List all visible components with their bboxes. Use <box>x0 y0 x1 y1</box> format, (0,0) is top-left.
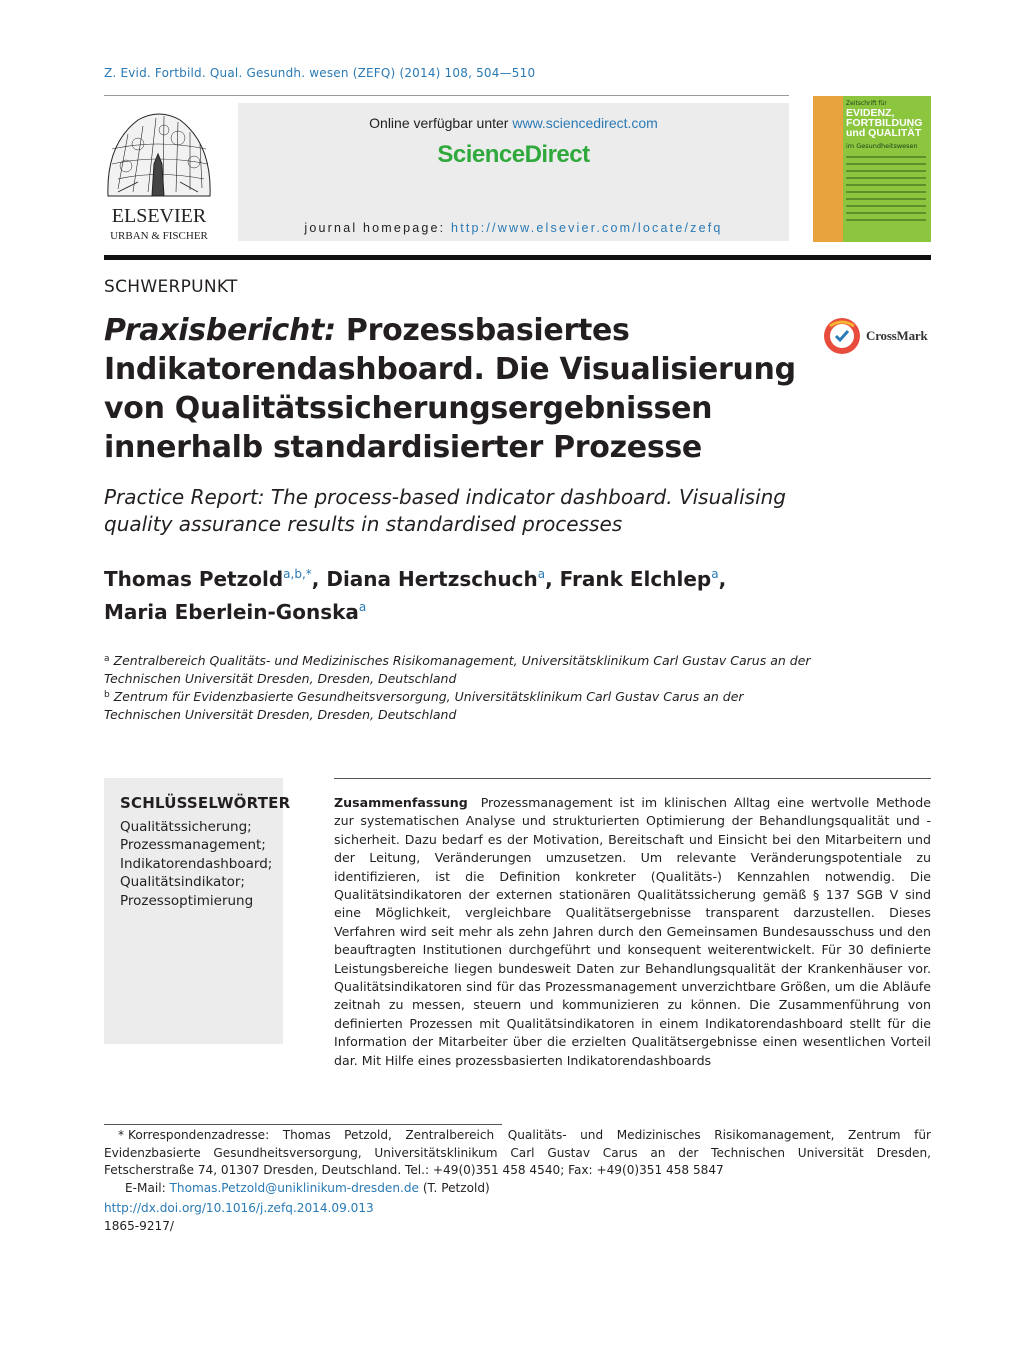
doi-link[interactable]: http://dx.doi.org/10.1016/j.zefq.2014.09.013 <box>104 1201 374 1215</box>
email-suffix: (T. Petzold) <box>422 1180 490 1195</box>
cover-strip <box>813 96 843 242</box>
affiliation-b <box>104 686 824 724</box>
elsevier-wordmark: ELSEVIER <box>111 205 207 227</box>
email-label: E-Mail: <box>125 1180 166 1195</box>
urban-fischer-wordmark: URBAN & FISCHER <box>110 230 208 242</box>
footnote-rule <box>104 1124 502 1125</box>
affiliation-mark: b <box>104 690 110 700</box>
sciencedirect-banner <box>238 103 789 241</box>
issn: 1865-9217/ <box>104 1219 174 1233</box>
author-name[interactable]: Frank Elchlep <box>559 567 712 591</box>
affiliation-text: Zentralbereich Qualitäts- und Medizinisches Risikomanagement, Universitätsklinikum Carl Gustav Carus an der Technischen Universität Dresden, Dresden, Deutschland <box>104 653 811 686</box>
keyword-item: Prozessmanagement; <box>120 837 266 854</box>
journal-cover[interactable] <box>813 96 931 242</box>
journal-homepage <box>238 221 789 235</box>
homepage-link[interactable]: http://www.elsevier.com/locate/zefq <box>451 221 723 235</box>
crossmark-label: CrossMark <box>866 328 928 343</box>
sciencedirect-logo[interactable]: ScienceDirect <box>437 141 590 168</box>
keyword-item: Prozessoptimierung <box>120 892 254 909</box>
author-separator: , <box>718 567 727 591</box>
keyword-item: Indikatorendashboard; <box>120 855 273 872</box>
sciencedirect-link[interactable]: www.sciencedirect.com <box>512 115 658 131</box>
header-rule <box>104 95 789 96</box>
crossmark-badge[interactable] <box>822 316 942 358</box>
cover-title-line: EVIDENZ, <box>846 107 895 119</box>
abstract-rule <box>334 778 931 779</box>
abstract <box>334 794 931 1070</box>
abstract-text: Prozessmanagement ist im klinischen Alltag eine wertvolle Methode zur systematischen Analyse und strukturierten Optimierung der Behandlungsqualität und -sicherheit. Dazu bedarf es der Motivation, Bereitschaft und Einsicht bei den Mitarbeitern und der Leitung, Veränderungen umzusetzen. Um relevante Veränderungspotentiale zu identifizieren, ist die Definition konkreter (Qualitäts-) Kennzahlen notwendig. Die Qualitätsindikatoren der externen stationären Qualitätssicherung gemäß § 137 SGB V sind eine Möglichkeit, vergleichbare Qualitätsergebnisse transparent darzustellen. Dieses Verfahren wird seit mehr als zehn Jahren durch den Gemeinsamen Bundesausschuss und den beauftragten Institutionen durchgeführt und konsequent weiterentwickelt. Für 30 definierte Leistungsbereiche liegen bundesweit Daten zur Behandlungsqualität der Krankenhäuser vor. Qualitätsindikatoren sind für das Prozessmanagement unverzichtbare Größen, um die Abläufe zeitnah zu messen, steuern und kommunizieren zu können. Die Zusammenführung von definierten Prozessen mit Qualitätsindikatoren in einem Indikatorendashboard stellt für die Information der Mitarbeiter über die erzielten Qualitätsergebnisse einen wesentlichen Vorteil dar. Mit Hilfe eines prozessbasierten Indikatorendashboards <box>334 795 931 1068</box>
cover-title-line: FORTBILDUNG <box>846 117 923 129</box>
keyword-item: Qualitätssicherung; <box>120 819 252 835</box>
author-affiliation-mark[interactable]: a <box>537 567 546 581</box>
footnote-text: Korrespondenzadresse: Thomas Petzold, Zentralbereich Qualitäts- und Medizinisches Risikomanagement, Zentrum für Evidenzbasierte Gesundheitsversorgung, Universitätsklinikum Carl Gustav Carus an der Technischen Universität Dresden, Fetscherstraße 74, 01307 Dresden, Deutschland. Tel.: +49(0)351 458 4540; Fax: +49(0)351 458 5847 <box>104 1128 931 1177</box>
cover-top-text: Zeitschrift für <box>846 100 887 107</box>
abstract-heading: Zusammenfassung <box>334 795 468 810</box>
affiliation-text: Zentrum für Evidenzbasierte Gesundheitsversorgung, Universitätsklinikum Carl Gustav Carus an der Technischen Universität Dresden, Dresden, Deutschland <box>104 689 744 722</box>
correspondence-footnote <box>104 1127 931 1197</box>
affiliation-mark: a <box>104 654 110 664</box>
email-line <box>104 1180 931 1198</box>
keywords-heading: SCHLÜSSELWÖRTER <box>120 794 291 812</box>
online-availability <box>238 115 789 131</box>
title-italic-prefix: Praxisbericht: <box>104 313 336 348</box>
author-list <box>104 560 804 626</box>
article-title <box>104 311 804 467</box>
header-thick-rule <box>104 255 931 260</box>
keywords-list <box>120 818 272 910</box>
author-separator: , <box>311 567 327 591</box>
author-affiliation-mark[interactable]: a <box>711 567 719 581</box>
keyword-item: Qualitätsindikator; <box>120 874 245 891</box>
author-name[interactable]: Maria Eberlein-Gonska <box>104 600 359 624</box>
cover-contents-lines <box>846 156 926 226</box>
author-separator: , <box>545 567 560 591</box>
section-label: SCHWERPUNKT <box>104 277 238 297</box>
cover-title <box>846 108 930 138</box>
cover-subtitle: im Gesundheitswesen <box>846 142 918 150</box>
homepage-prefix: journal homepage: <box>304 221 446 235</box>
elsevier-tree-icon <box>98 104 220 244</box>
author-affiliation-mark[interactable]: a <box>358 600 367 614</box>
english-title: Practice Report: The process-based indicator dashboard. Visualising quality assurance results in standardised processes <box>104 485 786 536</box>
keywords-box <box>104 778 291 1044</box>
affiliation-a <box>104 650 824 688</box>
journal-citation: Z. Evid. Fortbild. Qual. Gesundh. wesen (ZEFQ) (2014) 108, 504—510 <box>104 66 536 80</box>
cover-title-line: und QUALITÄT <box>846 127 922 139</box>
email-link[interactable]: Thomas.Petzold@uniklinikum-dresden.de <box>169 1180 419 1195</box>
footnote-mark: * <box>117 1128 124 1142</box>
title-main: Prozessbasiertes Indikatorendashboard. Die Visualisierung von Qualitätssicherungsergebnissen innerhalb standardisierter Prozesse <box>104 313 796 465</box>
author-name[interactable]: Thomas Petzold <box>104 567 284 591</box>
elsevier-logo <box>98 104 220 244</box>
author-name[interactable]: Diana Hertzschuch <box>326 567 538 591</box>
online-prefix: Online verfügbar unter <box>369 115 509 131</box>
crossmark-icon <box>822 316 862 356</box>
author-affiliation-mark[interactable]: a,b,* <box>283 567 312 581</box>
